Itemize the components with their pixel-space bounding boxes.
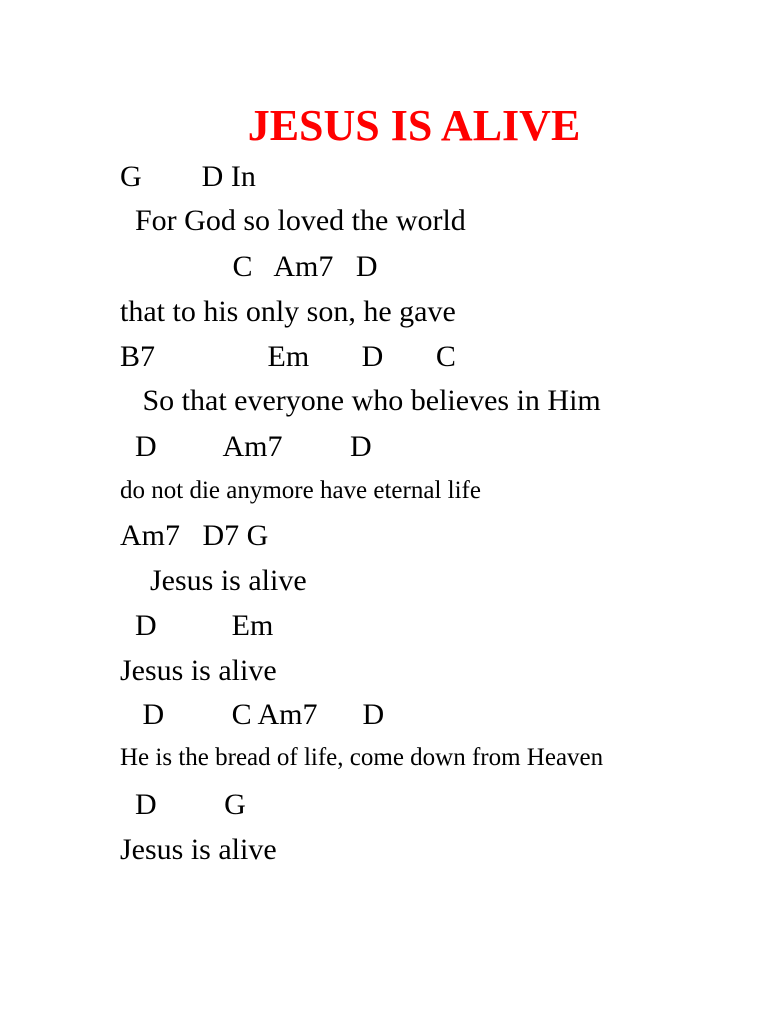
lyric-line-8: Jesus is alive — [120, 833, 277, 866]
chord-line-7: D C Am7 D — [120, 698, 385, 731]
chord-line-3: B7 Em D C — [120, 340, 456, 373]
chord-line-4: D Am7 D — [120, 430, 372, 463]
lyric-line-2: that to his only son, he gave — [120, 295, 456, 328]
chord-line-8: D G — [120, 788, 246, 821]
chord-line-2: C Am7 D — [120, 250, 378, 283]
chord-line-6: D Em — [120, 609, 274, 642]
lyric-line-1: For God so loved the world — [120, 204, 466, 237]
lyric-line-5: Jesus is alive — [120, 564, 307, 597]
lyric-line-4: do not die anymore have eternal life — [120, 477, 481, 504]
chord-line-5: Am7 D7 G — [120, 519, 269, 552]
chord-line-1: G D In — [120, 160, 256, 193]
lyric-line-6: Jesus is alive — [120, 654, 277, 687]
lyric-line-7: He is the bread of life, come down from Heaven — [120, 744, 604, 771]
song-title: JESUS IS ALIVE — [247, 101, 581, 150]
lyric-line-3: So that everyone who believes in Him — [120, 384, 601, 417]
